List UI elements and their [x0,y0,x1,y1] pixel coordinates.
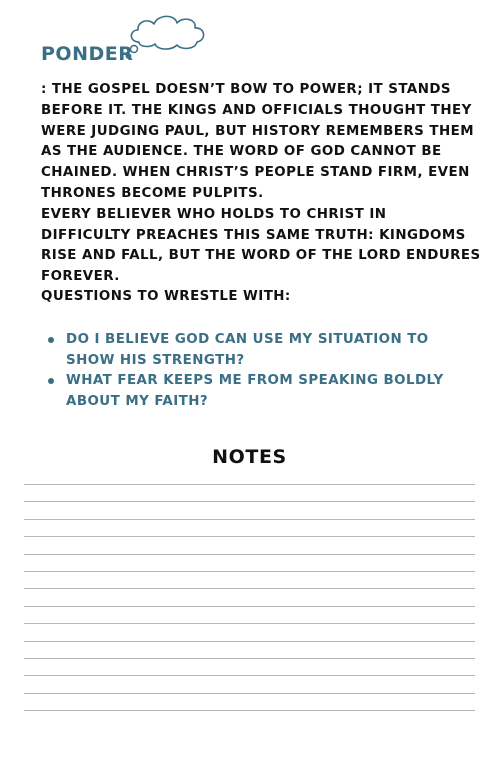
notes-line [24,623,475,624]
notes-title: NOTES [212,446,287,468]
notes-line [24,675,475,676]
notes-line [24,710,475,711]
reflection-paragraph: : THE GOSPEL DOESN’T BOW TO POWER; IT STANDS BEFORE IT. THE KINGS AND OFFICIALS THOUGHT THEY WERE JUDGING PAUL, BUT HISTORY REMEMBERS THEM AS THE AUDIENCE. THE WORD OF GOD CANNOT BE CHAINED. WHEN CHRIST’S PEOPLE STAND FIRM, EVEN THRONES BECOME PULPITS. [41,82,474,201]
notes-line [24,641,475,642]
reflection-paragraph: EVERY BELIEVER WHO HOLDS TO CHRIST IN DIFFICULTY PREACHES THIS SAME TRUTH: KINGDOMS RISE AND FALL, BUT THE WORD OF THE LORD ENDURES FOREVER. [41,206,481,285]
page-title: PONDER [41,43,134,65]
notes-line [24,554,475,555]
notes-line [24,571,475,572]
question-item [46,330,466,371]
page-header [41,12,191,68]
notes-line [24,501,475,502]
bullet-icon [48,378,54,384]
question-text: DO I BELIEVE GOD CAN USE MY SITUATION TO SHOW HIS STRENGTH? [66,332,429,368]
bullet-icon [48,337,54,343]
question-list [46,330,466,412]
notes-line [24,484,475,485]
reflection-text [41,80,481,288]
notes-line [24,519,475,520]
notes-line [24,658,475,659]
notes-line [24,606,475,607]
notes-line [24,693,475,694]
thought-cloud-icon [125,12,225,62]
questions-heading: QUESTIONS TO WRESTLE WITH: [41,289,291,304]
question-item [46,371,466,412]
question-text: WHAT FEAR KEEPS ME FROM SPEAKING BOLDLY ABOUT MY FAITH? [66,373,444,409]
notes-line [24,536,475,537]
notes-line [24,588,475,589]
